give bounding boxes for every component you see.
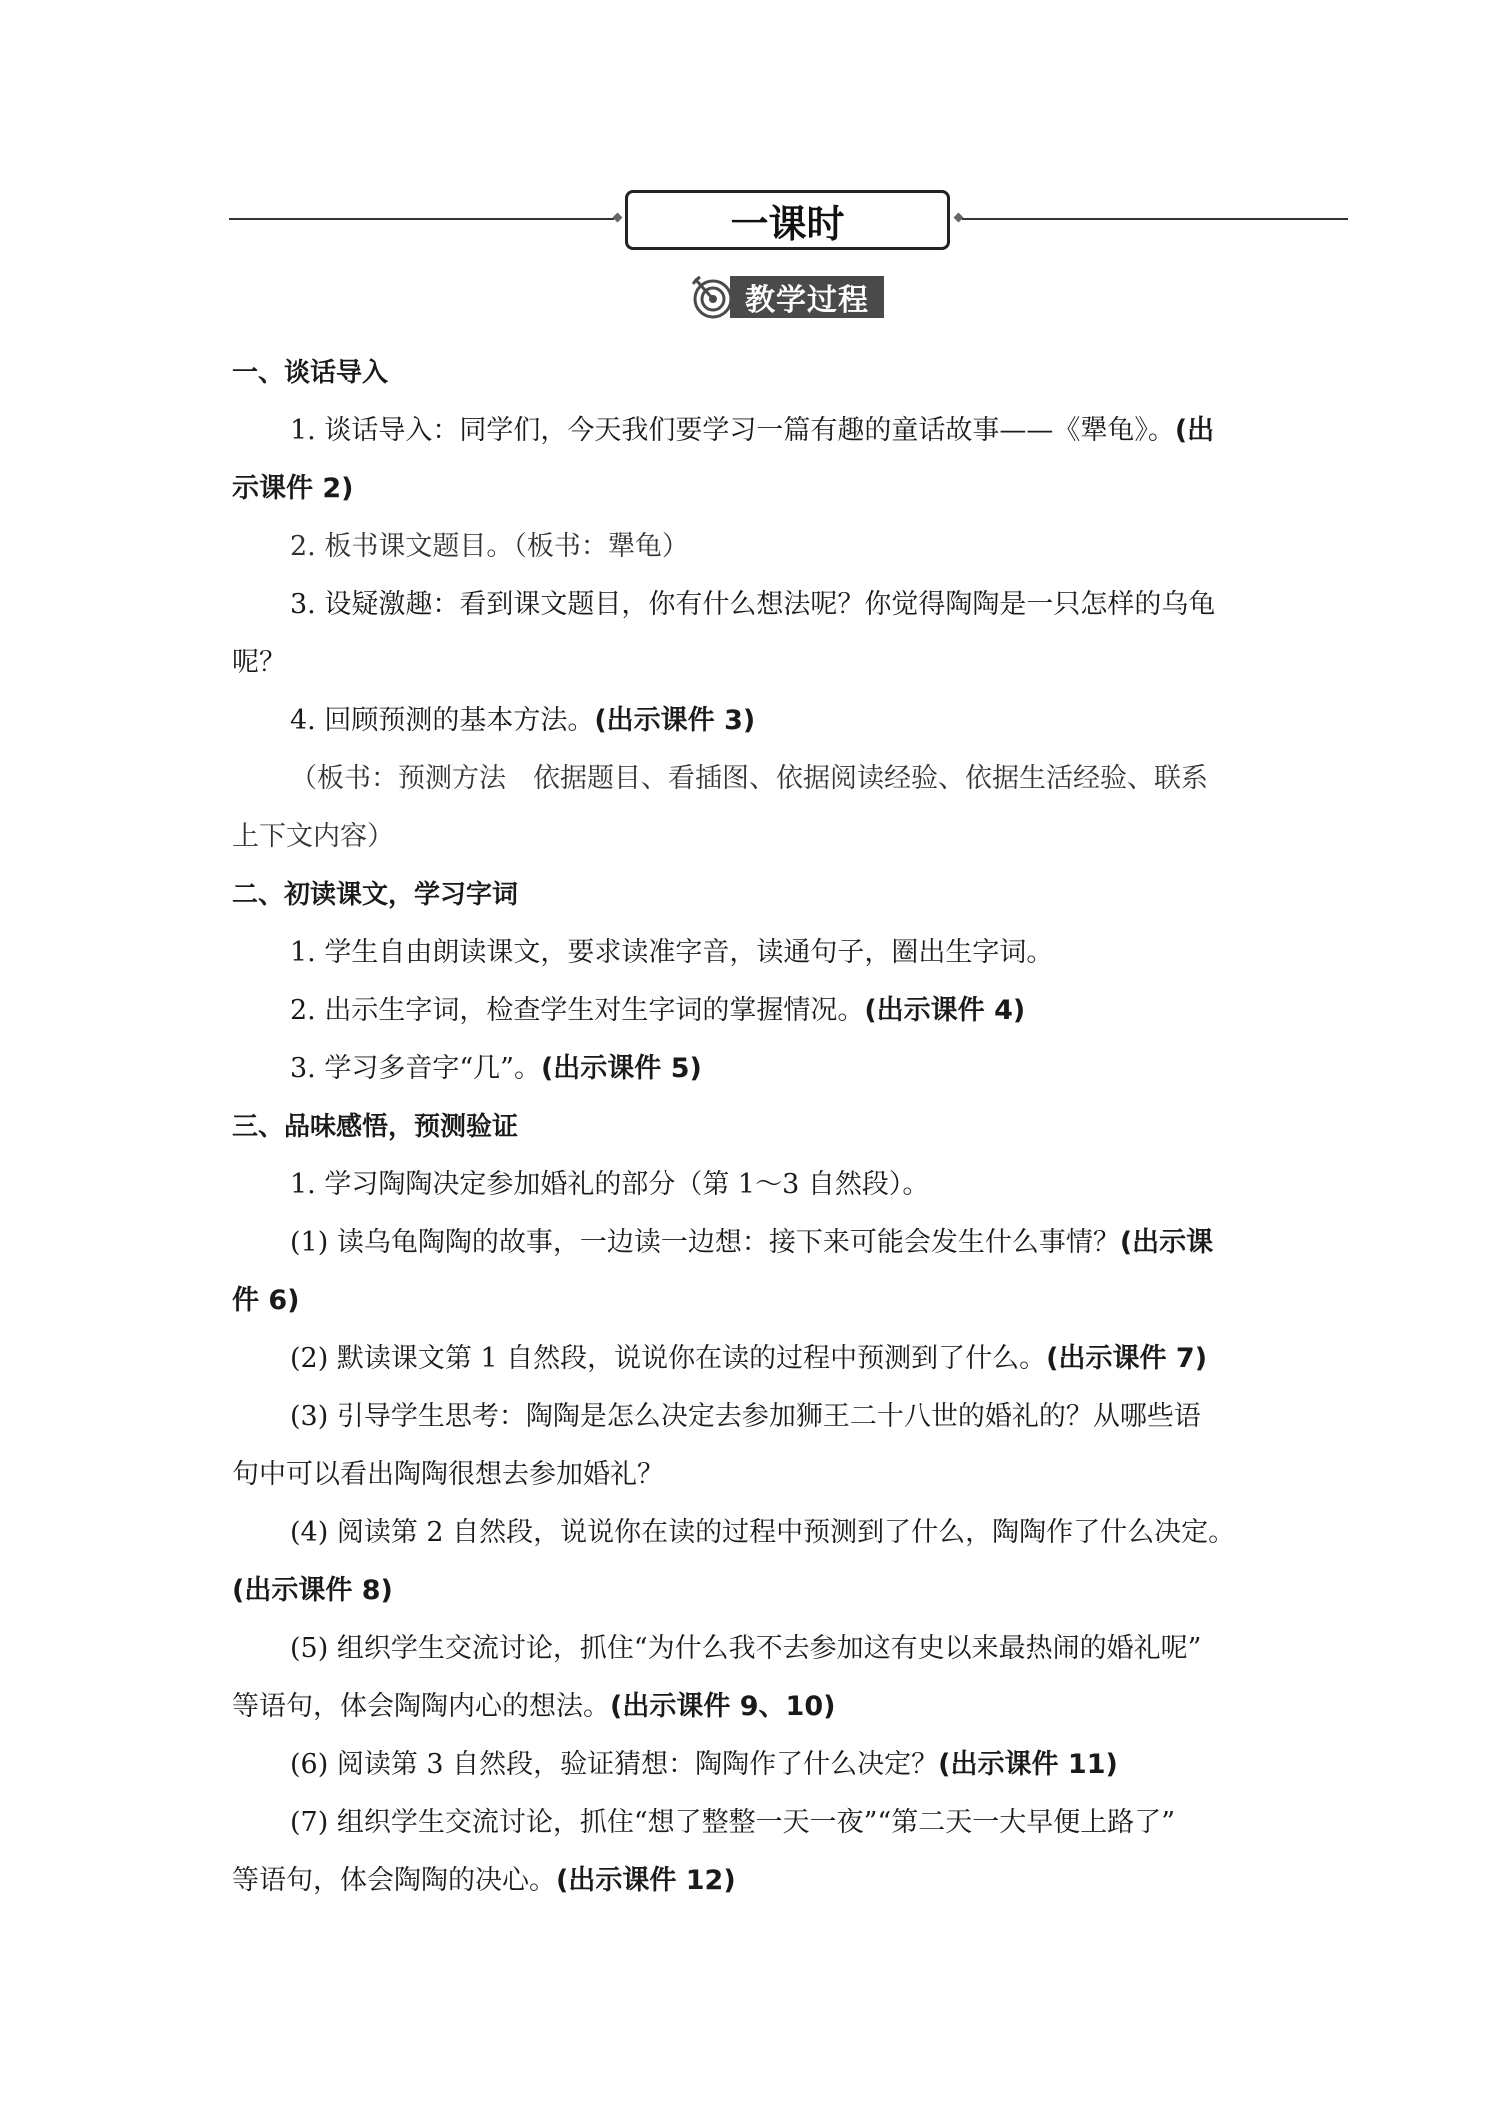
paragraph-continued: 等语句，体会陶陶的决心。(出示课件 12): [232, 1865, 736, 1896]
section-heading: 一、谈话导入: [232, 358, 389, 388]
paragraph-continued: 件 6): [232, 1285, 300, 1316]
paragraph-continued: 呢？: [232, 647, 286, 678]
title-rule-right: [962, 218, 1348, 220]
section-heading: 二、初读课文，学习字词: [232, 880, 519, 910]
paragraph: 1. 学习陶陶决定参加婚礼的部分（第 1～3 自然段）。: [290, 1169, 930, 1200]
paragraph: (6) 阅读第 3 自然段，验证猜想：陶陶作了什么决定？(出示课件 11): [290, 1749, 1118, 1780]
paragraph: 1. 谈话导入：同学们，今天我们要学习一篇有趣的童话故事——《犟龟》。(出: [290, 415, 1215, 446]
title-rule-left: [229, 218, 614, 220]
paragraph: (1) 读乌龟陶陶的故事，一边读一边想：接下来可能会发生什么事情？(出示课: [290, 1227, 1214, 1258]
paragraph: (2) 默读课文第 1 自然段，说说你在读的过程中预测到了什么。(出示课件 7): [290, 1343, 1208, 1374]
paragraph: 1. 学生自由朗读课文，要求读准字音，读通句子，圈出生字词。: [290, 937, 1054, 968]
diamond-left-icon: [613, 213, 623, 223]
paragraph: 4. 回顾预测的基本方法。(出示课件 3): [290, 705, 756, 736]
badge-label: 教学过程: [730, 276, 884, 318]
lesson-content: [232, 344, 1288, 1910]
paragraph: (7) 组织学生交流讨论，抓住“想了整整一天一夜”“第二天一大早便上路了”: [290, 1807, 1176, 1838]
paragraph: 3. 学习多音字“几”。(出示课件 5): [290, 1053, 702, 1084]
paragraph: 2. 板书课文题目。（板书：犟龟）: [290, 531, 689, 562]
paragraph: (5) 组织学生交流讨论，抓住“为什么我不去参加这有史以来最热闹的婚礼呢”: [290, 1633, 1202, 1664]
paragraph: (4) 阅读第 2 自然段，说说你在读的过程中预测到了什么，陶陶作了什么决定。: [290, 1517, 1236, 1548]
section-heading: 三、品味感悟，预测验证: [232, 1112, 519, 1142]
section-badge: [690, 274, 885, 320]
page-title: 一课时: [625, 190, 950, 250]
paragraph: 2. 出示生字词，检查学生对生字词的掌握情况。(出示课件 4): [290, 995, 1026, 1026]
paragraph: （板书：预测方法 依据题目、看插图、依据阅读经验、依据生活经验、联系: [290, 763, 1208, 794]
paragraph-continued: 示课件 2): [232, 473, 354, 504]
paragraph-continued: 句中可以看出陶陶很想去参加婚礼？: [232, 1459, 664, 1490]
paragraph-continued: 上下文内容）: [232, 821, 394, 852]
paragraph-continued: 等语句，体会陶陶内心的想法。(出示课件 9、10): [232, 1691, 836, 1722]
paragraph: 3. 设疑激趣：看到课文题目，你有什么想法呢？你觉得陶陶是一只怎样的乌龟: [290, 589, 1216, 620]
paragraph-continued: (出示课件 8): [232, 1575, 393, 1606]
paragraph: (3) 引导学生思考：陶陶是怎么决定去参加狮王二十八世的婚礼的？从哪些语: [290, 1401, 1201, 1432]
